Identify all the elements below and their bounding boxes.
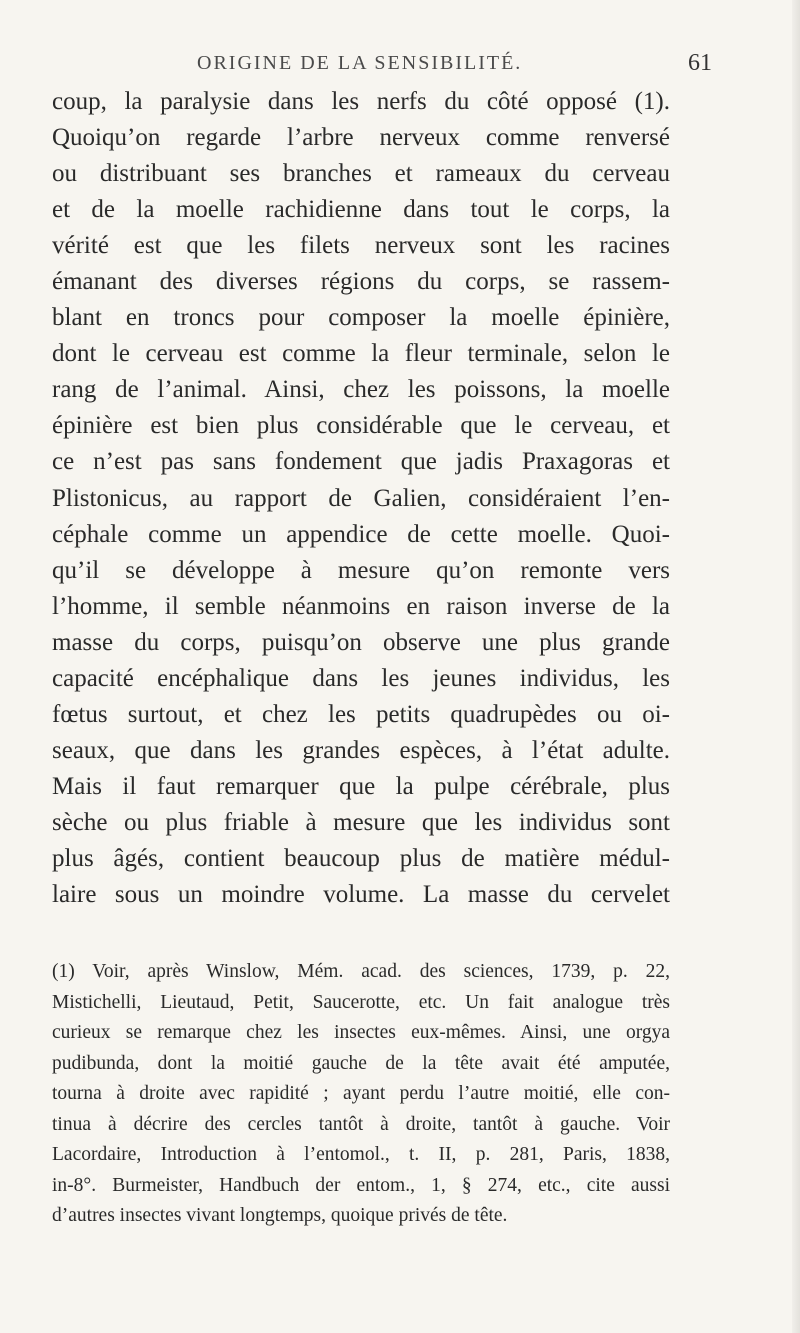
text-line: Plistonicus, au rapport de Galien, considéraient l’en- — [52, 484, 670, 512]
text-line: plus âgés, contient beaucoup plus de matière médul- — [52, 844, 670, 872]
text-line: blant en troncs pour composer la moelle épinière, — [52, 304, 670, 332]
running-head — [52, 52, 712, 82]
text-line: seaux, que dans les grandes espèces, à l’état adulte. — [52, 736, 670, 764]
main-text-block — [52, 84, 670, 913]
footnote-line: in-8°. Burmeister, Handbuch der entom., 1, § 274, etc., cite aussi — [52, 1174, 670, 1196]
text-line: vérité est que les filets nerveux sont les racines — [52, 232, 670, 260]
text-line: Quoiqu’on regarde l’arbre nerveux comme renversé — [52, 124, 670, 152]
text-line: Mais il faut remarquer que la pulpe cérébrale, plus — [52, 772, 670, 800]
text-line: coup, la paralysie dans les nerfs du côté opposé (1). — [52, 88, 670, 115]
text-line: émanant des diverses régions du corps, se rassem- — [52, 268, 670, 296]
footnote-line: Mistichelli, Lieutaud, Petit, Saucerotte, etc. Un fait analogue très — [52, 991, 670, 1013]
footnote-line: tourna à droite avec rapidité ; ayant perdu l’autre moitié, elle con- — [52, 1083, 670, 1104]
text-line: masse du corps, puisqu’on observe une plus grande — [52, 628, 670, 656]
text-line: l’homme, il semble néanmoins en raison inverse de la — [52, 592, 670, 620]
text-line: capacité encéphalique dans les jeunes individus, les — [52, 664, 670, 692]
page-edge-shadow — [792, 0, 800, 1333]
text-line: ou distribuant ses branches et rameaux du cerveau — [52, 160, 670, 188]
text-line: épinière est bien plus considérable que le cerveau, et — [52, 412, 670, 440]
footnote-line: (1) Voir, après Winslow, Mém. acad. des sciences, 1739, p. 22, — [52, 961, 670, 982]
text-line: sèche ou plus friable à mesure que les individus sont — [52, 808, 670, 836]
footnote-block — [52, 957, 670, 1232]
text-line: laire sous un moindre volume. La masse du cervelet — [52, 881, 670, 909]
footnote-line: d’autres insectes vivant longtemps, quoique privés de tête. — [52, 1205, 508, 1226]
footnote-line: curieux se remarque chez les insectes eux-mêmes. Ainsi, une orgya — [52, 1022, 670, 1043]
text-line: ce n’est pas sans fondement que jadis Praxagoras et — [52, 448, 670, 476]
text-line: céphale comme un appendice de cette moelle. Quoi- — [52, 520, 670, 548]
text-line: qu’il se développe à mesure qu’on remonte vers — [52, 556, 670, 584]
text-line: et de la moelle rachidienne dans tout le corps, la — [52, 196, 670, 224]
page-number: 61 — [688, 50, 712, 76]
running-title: ORIGINE DE LA SENSIBILITÉ. — [197, 52, 523, 74]
footnote-line: pudibunda, dont la moitié gauche de la tête avait été amputée, — [52, 1052, 670, 1074]
text-line: fœtus surtout, et chez les petits quadrupèdes ou oi- — [52, 700, 670, 728]
text-line: rang de l’animal. Ainsi, chez les poissons, la moelle — [52, 376, 670, 404]
footnote-line: Lacordaire, Introduction à l’entomol., t. II, p. 281, Paris, 1838, — [52, 1144, 670, 1165]
footnote-line: tinua à décrire des cercles tantôt à droite, tantôt à gauche. Voir — [52, 1113, 670, 1135]
text-line: dont le cerveau est comme la fleur terminale, selon le — [52, 340, 670, 368]
